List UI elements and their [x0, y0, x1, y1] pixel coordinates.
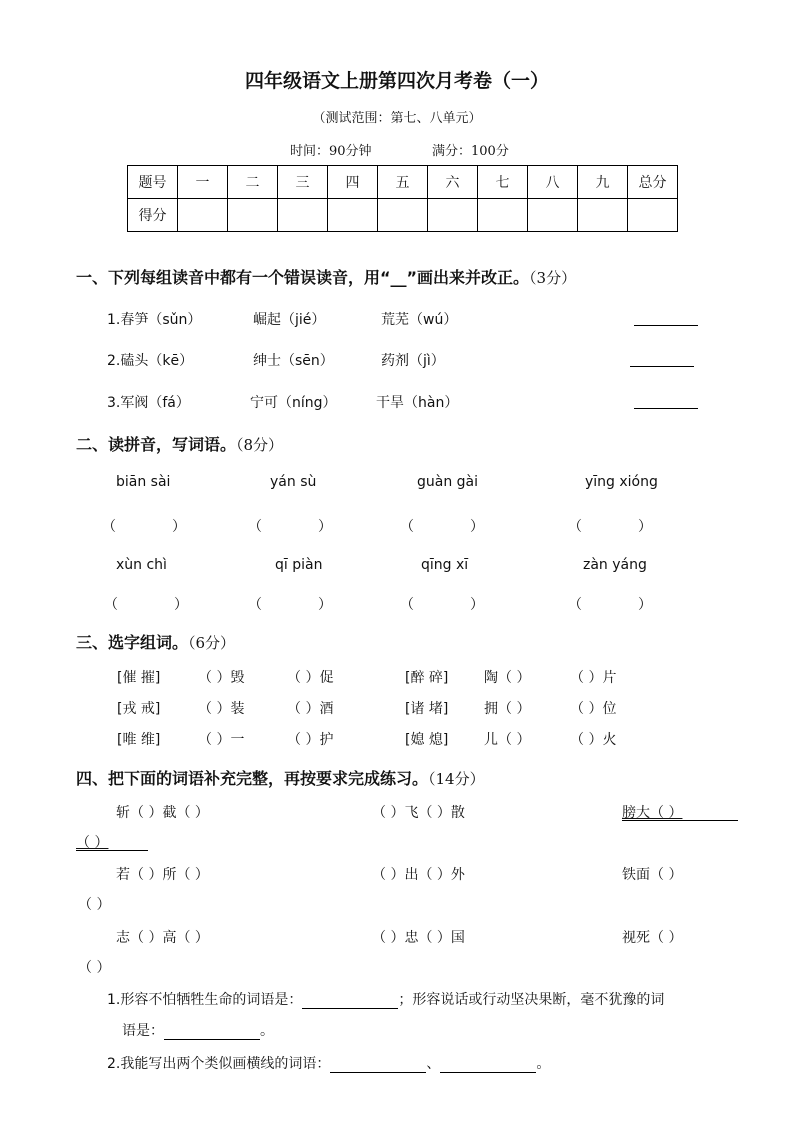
- fill-word[interactable]: （ ）位: [570, 701, 617, 717]
- section-1-title: 一、下列每组读音中都有一个错误读音，用“__”画出来并改正。: [76, 268, 530, 287]
- exam-time: 时间：90分钟: [290, 144, 372, 159]
- idiom-fill[interactable]: 志（ ）高（ ）: [116, 930, 209, 946]
- fill-word[interactable]: 拥（ ）: [484, 701, 531, 717]
- pinyin: qī piàn: [275, 557, 323, 573]
- section-1-heading: [76, 265, 576, 288]
- score-header-cell: 三: [278, 166, 328, 199]
- idiom-fill[interactable]: 若（ ）所（ ）: [116, 867, 209, 883]
- fill-word[interactable]: 陶（ ）: [484, 670, 531, 686]
- score-header-cell: 九: [578, 166, 628, 199]
- section-4-heading: [76, 766, 485, 789]
- question-1-end: 。: [260, 1023, 274, 1039]
- question-2-prompt: 2.我能写出两个类似画横线的词语：: [107, 1056, 331, 1072]
- pinyin: yán sù: [270, 474, 317, 490]
- sec1-item: 绅士（sēn）: [253, 353, 334, 369]
- pinyin: biān sài: [116, 474, 171, 490]
- score-cell[interactable]: [578, 199, 628, 232]
- char-choice: [唯 维]: [117, 732, 161, 748]
- score-header-cell: 一: [178, 166, 228, 199]
- score-table-score-row: [128, 199, 678, 232]
- pinyin: xùn chì: [116, 557, 167, 573]
- char-choice: [催 摧]: [117, 670, 161, 686]
- score-cell[interactable]: [328, 199, 378, 232]
- sec1-answer-line[interactable]: [630, 366, 694, 367]
- full-score: 满分：100分: [432, 144, 509, 159]
- sec1-item: 荒芜（wú）: [381, 312, 458, 328]
- score-header-cell: 六: [428, 166, 478, 199]
- idiom-underline: [622, 820, 738, 821]
- score-header-cell: 二: [228, 166, 278, 199]
- answer-paren[interactable]: （ ）: [102, 519, 186, 535]
- section-3-heading: [76, 630, 235, 653]
- question-2-sep: 、: [426, 1056, 441, 1072]
- char-choice: [醉 碎]: [405, 670, 449, 686]
- fill-word[interactable]: （ ）装: [198, 701, 245, 717]
- idiom-fill[interactable]: （ ）出（ ）外: [372, 867, 465, 883]
- idiom-fill[interactable]: 铁面（ ）: [622, 867, 683, 883]
- question-2-answer-b[interactable]: [440, 1056, 536, 1073]
- fill-word[interactable]: （ ）促: [287, 670, 334, 686]
- score-table-header-row: [128, 166, 678, 199]
- section-2-heading: [76, 432, 283, 455]
- idiom-underline: [76, 850, 148, 851]
- section-1-points: （3分）: [529, 269, 577, 287]
- score-cell[interactable]: [378, 199, 428, 232]
- pinyin: qīng xī: [421, 557, 469, 573]
- sec1-item: 2.磕头（kē）: [107, 353, 194, 369]
- score-header-cell: 总分: [628, 166, 678, 199]
- page-title: 四年级语文上册第四次月考卷（一）: [244, 70, 549, 92]
- question-1-prompt: 1.形容不怕牺牲生命的词语是：: [107, 992, 303, 1008]
- sec1-item: 药剂（jì）: [381, 353, 445, 369]
- sec1-item: 崛起（jié）: [253, 312, 326, 328]
- idiom-fill-underlined[interactable]: 膀大（ ）: [622, 805, 683, 821]
- score-cell[interactable]: [628, 199, 678, 232]
- score-cell[interactable]: [278, 199, 328, 232]
- fill-word[interactable]: 儿（ ）: [484, 732, 531, 748]
- idiom-fill[interactable]: （ ）: [78, 897, 111, 913]
- question-1-line1: [107, 989, 664, 1009]
- question-2-end: 。: [536, 1056, 551, 1072]
- score-cell[interactable]: [428, 199, 478, 232]
- section-4-points: （14分）: [428, 770, 485, 788]
- sec1-answer-line[interactable]: [634, 325, 698, 326]
- score-header-cell: 五: [378, 166, 428, 199]
- score-cell[interactable]: [528, 199, 578, 232]
- answer-paren[interactable]: （ ）: [568, 519, 652, 535]
- sec1-item: 3.军阀（fá）: [107, 395, 190, 411]
- question-2-answer-a[interactable]: [330, 1056, 426, 1073]
- score-header-cell: 题号: [128, 166, 178, 199]
- char-choice: [诸 堵]: [405, 701, 449, 717]
- score-cell[interactable]: [228, 199, 278, 232]
- sec1-item: 1.春笋（sǔn）: [107, 312, 202, 328]
- fill-word[interactable]: （ ）酒: [287, 701, 334, 717]
- section-3-title: 三、选字组词。: [76, 633, 189, 652]
- section-3-points: （6分）: [188, 634, 236, 652]
- idiom-fill[interactable]: （ ）忠（ ）国: [372, 930, 465, 946]
- score-header-cell: 八: [528, 166, 578, 199]
- score-table: [127, 165, 678, 232]
- sec1-item: 干旱（hàn）: [376, 395, 459, 411]
- fill-word[interactable]: （ ）火: [570, 732, 617, 748]
- answer-paren[interactable]: （ ）: [568, 597, 652, 613]
- answer-paren[interactable]: （ ）: [400, 597, 484, 613]
- idiom-fill[interactable]: 视死（ ）: [622, 930, 683, 946]
- sec1-item: 宁可（níng）: [250, 395, 337, 411]
- score-cell[interactable]: [478, 199, 528, 232]
- fill-word[interactable]: （ ）一: [198, 732, 245, 748]
- question-1-answer-b[interactable]: [164, 1023, 260, 1040]
- test-scope: （测试范围：第七、八单元）: [312, 111, 482, 126]
- idiom-fill[interactable]: （ ）飞（ ）散: [372, 805, 465, 821]
- char-choice: [戎 戒]: [117, 701, 161, 717]
- score-cell[interactable]: [178, 199, 228, 232]
- section-4-title: 四、把下面的词语补充完整，再按要求完成练习。: [76, 769, 429, 788]
- score-header-cell: 七: [478, 166, 528, 199]
- score-row-label: 得分: [128, 199, 178, 232]
- idiom-fill[interactable]: 斩（ ）截（ ）: [116, 805, 209, 821]
- fill-word[interactable]: （ ）护: [287, 732, 334, 748]
- question-2: [107, 1053, 550, 1073]
- sec1-answer-line[interactable]: [634, 408, 698, 409]
- section-2-points: （8分）: [236, 436, 284, 454]
- question-1-prompt-c: 语是：: [122, 1023, 164, 1039]
- idiom-fill[interactable]: （ ）: [78, 960, 111, 976]
- answer-paren[interactable]: （ ）: [248, 597, 332, 613]
- answer-paren[interactable]: （ ）: [104, 597, 188, 613]
- question-1-answer-a[interactable]: [302, 992, 398, 1009]
- answer-paren[interactable]: （ ）: [400, 519, 484, 535]
- section-2-title: 二、读拼音，写词语。: [76, 435, 237, 454]
- answer-paren[interactable]: （ ）: [248, 519, 332, 535]
- question-1-prompt-b: ；形容说话或行动坚决果断，毫不犹豫的词: [398, 992, 665, 1008]
- pinyin: guàn gài: [417, 474, 479, 490]
- pinyin: yīng xióng: [585, 474, 658, 490]
- char-choice: [媳 熄]: [405, 732, 449, 748]
- pinyin: zàn yáng: [583, 557, 647, 573]
- question-1-line2: [122, 1020, 274, 1040]
- idiom-fill-underlined[interactable]: （ ）: [76, 835, 109, 851]
- score-header-cell: 四: [328, 166, 378, 199]
- fill-word[interactable]: （ ）片: [570, 670, 617, 686]
- fill-word[interactable]: （ ）毁: [198, 670, 245, 686]
